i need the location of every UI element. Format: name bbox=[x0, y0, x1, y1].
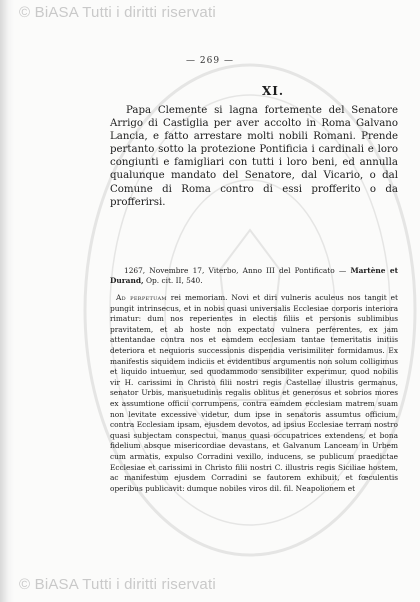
document-summary bbox=[110, 104, 398, 209]
source-ref: Op. cit. II, 540. bbox=[145, 276, 203, 285]
body-main: rei memoriam. Novi et diri vulneris aculeus nos tangit et pungit intrinsecus, et in nobis quasi universalis Ecclesiae corporis interiora rimatur: dum nos reperientes in electis filiis et personis sublimibus pravitatem, et ab hoste non expectato vulnera perferentes, ex jam attentandae contra nos et eamdem ecclesiam tantae temeritatis initiis deteriora et nequioris successionis dispendia verisimiliter formidamus. Ex manifestis siquidem indiciis et evidentibus argumentis non solum colligimus et liquido intuemur, sed quodammodo sensibiliter experimur, quod nobilis vir H. carissimi in Christo filii nostri regis Castellae illustris germanus, senator Urbis, mansuetudinis regalis oblitus et generosus et sobrios mores ex assumtione officii corrumpens, contra eamdem ecclesiam matrem suam non levitate excessive videtur, dum ipse in senatoris assumtus officium, contra Ecclesiam ipsam, ejusdem devotos, ad ipsius Ecclesiae terram nostro quasi subjectam conspectui, manus quasi occupatrices extendens, et bona fidelium absque misericordiae devastans, et Galvanum Lanceam in Urbem cum armatis, expulso Corradini vexillo, inducens, se publicum praedictae Ecclesiae et carissimi in Christo filii nostri C. illustris regis Siciliae hostem, ac manifestum ejusdem Corradini se fautorem exhibuit, et fœculentis operibus publicavit: dumque nobiles viros dil. fil. Neapolionem et bbox=[110, 293, 398, 493]
source-citation bbox=[110, 266, 398, 286]
body-incipit: Ad perpetuam bbox=[116, 293, 167, 302]
watermark-top-text: © BiASA Tutti i diritti riservati bbox=[19, 4, 216, 21]
source-date: 1267, Novembre 17, Viterbo, Anno III del Pontificato — bbox=[124, 266, 347, 275]
scan-edge-shadow bbox=[0, 0, 14, 602]
page-number: — 269 — bbox=[186, 56, 234, 66]
body-text bbox=[110, 293, 398, 494]
watermark-bottom-text: © BiASA Tutti i diritti riservati bbox=[19, 576, 216, 593]
source-authors: Martène et Durand, bbox=[110, 266, 398, 285]
source-line bbox=[110, 266, 398, 286]
watermark-top bbox=[16, 4, 216, 21]
document-number: XI. bbox=[262, 84, 285, 98]
summary-text: Papa Clemente si lagna fortemente del Senatore Arrigo di Castiglia per aver accolto in Roma Galvano Lancia, e fatto arrestare molti nobili Romani. Prende pertanto sotto la protezione Pontificia i cardinali e loro congiunti e famigliari con tutti i loro beni, ed annulla qualunque mandato del Senatore, dal Vicario, o dal Comune di Roma contro di essi profferito o da profferirsi. bbox=[110, 105, 398, 208]
document-body bbox=[110, 293, 398, 494]
watermark-bottom bbox=[16, 576, 216, 593]
